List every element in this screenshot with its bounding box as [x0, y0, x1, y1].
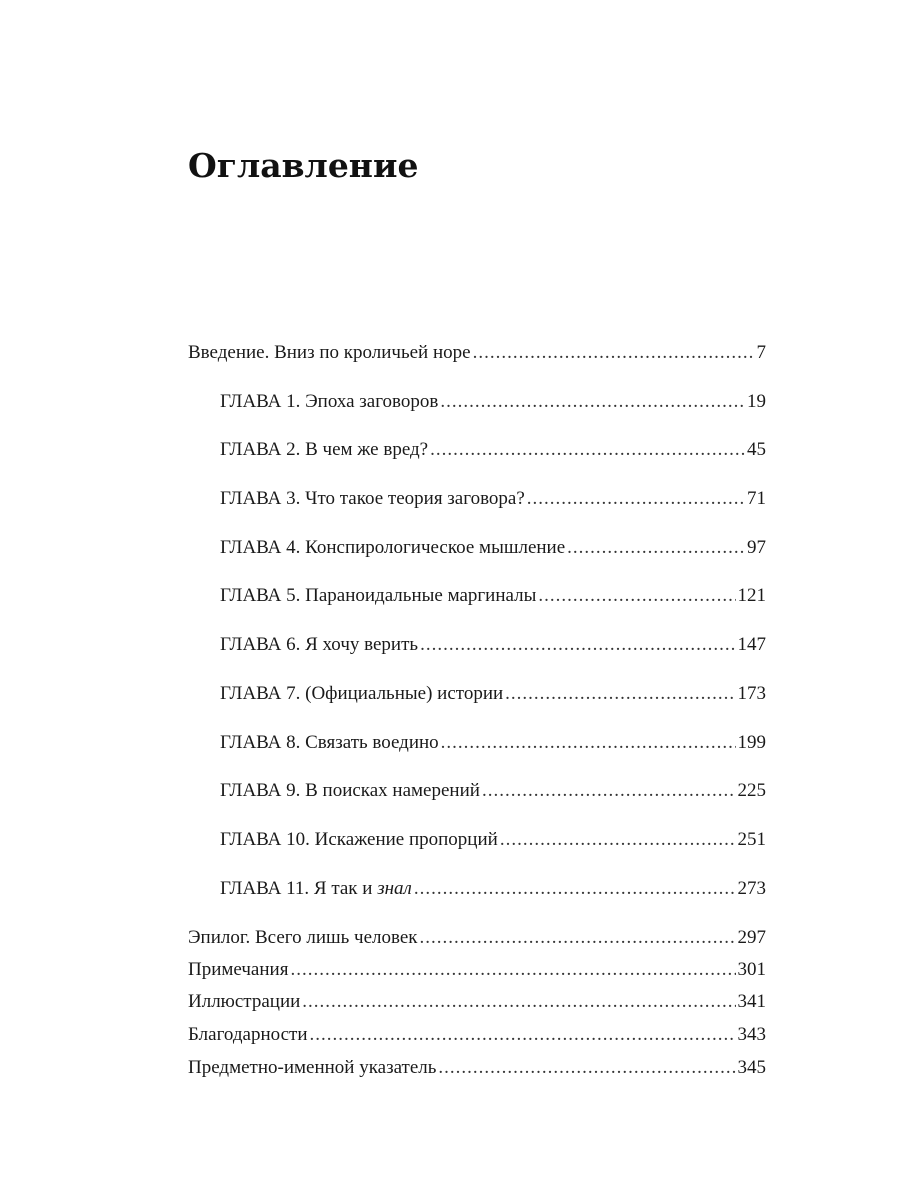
- toc-entry-chapter-2[interactable]: [220, 436, 766, 464]
- toc-entry-label: ГЛАВА 1. Эпоха заговоров: [220, 391, 439, 412]
- toc-entry-label: ГЛАВА 6. Я хочу верить: [220, 634, 419, 655]
- toc-entry-label: Примечания: [188, 959, 289, 980]
- leader-dots: [440, 388, 745, 416]
- leader-dots: [420, 631, 735, 659]
- toc-entry-label: ГЛАВА 2. В чем же вред?: [220, 439, 429, 460]
- toc-page-number: 343: [737, 1024, 766, 1045]
- toc-entry-introduction[interactable]: [188, 339, 766, 367]
- toc-entry-chapter-10[interactable]: [220, 826, 766, 854]
- toc-entry-label: ГЛАВА 8. Связать воедино: [220, 732, 439, 753]
- leader-dots: [438, 1054, 735, 1082]
- toc-entry-chapter-1[interactable]: [220, 388, 766, 416]
- leader-dots: [527, 485, 745, 513]
- toc-entry-label-plain: ГЛАВА 11. Я так и: [220, 878, 378, 899]
- toc-page-number: 19: [747, 391, 766, 412]
- toc-entry-label-italic: знал: [377, 878, 412, 899]
- toc-page-number: 273: [737, 878, 766, 899]
- toc-page-number: 173: [737, 683, 766, 704]
- page-title: Оглавление: [188, 146, 419, 185]
- leader-dots: [567, 534, 745, 562]
- toc-entry-label: Введение. Вниз по кроличьей норе: [188, 342, 471, 363]
- toc-page-number: 301: [737, 959, 766, 980]
- toc-entry-chapter-8[interactable]: [220, 729, 766, 757]
- leader-dots: [420, 924, 736, 952]
- leader-dots: [414, 875, 736, 903]
- leader-dots: [505, 680, 735, 708]
- leader-dots: [500, 826, 736, 854]
- leader-dots: [473, 339, 755, 367]
- leader-dots: [430, 436, 745, 464]
- toc-entry-label: ГЛАВА 9. В поисках намерений: [220, 780, 480, 801]
- toc-page-number: 147: [737, 634, 766, 655]
- toc-page-number: 251: [737, 829, 766, 850]
- toc-entry-chapter-6[interactable]: [220, 631, 766, 659]
- toc-entry-notes[interactable]: [188, 956, 766, 984]
- toc-entry-chapter-7[interactable]: [220, 680, 766, 708]
- toc-entry-label: Эпилог. Всего лишь человек: [188, 927, 418, 948]
- toc-page-number: 199: [737, 732, 766, 753]
- toc-entry-chapter-11[interactable]: [220, 875, 766, 903]
- toc-entry-label: ГЛАВА 7. (Официальные) истории: [220, 683, 504, 704]
- leader-dots: [310, 1021, 736, 1049]
- leader-dots: [538, 582, 735, 610]
- toc-page-number: 97: [747, 537, 766, 558]
- toc-page-number: 121: [737, 585, 766, 606]
- toc-page-number: 345: [737, 1057, 766, 1078]
- toc-page-number: 71: [747, 488, 766, 509]
- toc-entry-chapter-9[interactable]: [220, 777, 766, 805]
- toc-entry-chapter-4[interactable]: [220, 534, 766, 562]
- leader-dots: [290, 956, 735, 984]
- leader-dots: [482, 777, 736, 805]
- toc-page-number: 341: [737, 991, 766, 1012]
- toc-page-number: 7: [756, 342, 766, 363]
- toc-entry-illustrations[interactable]: [188, 988, 766, 1016]
- toc-entry-epilogue[interactable]: [188, 924, 766, 952]
- leader-dots: [302, 988, 735, 1016]
- toc-entry-label: Предметно-именной указатель: [188, 1057, 437, 1078]
- toc-entry-index[interactable]: [188, 1054, 766, 1082]
- toc-entry-chapter-3[interactable]: [220, 485, 766, 513]
- toc-entry-chapter-5[interactable]: [220, 582, 766, 610]
- toc-page-number: 225: [737, 780, 766, 801]
- toc-entry-label: Благодарности: [188, 1024, 308, 1045]
- toc-entry-label: ГЛАВА 3. Что такое теория заговора?: [220, 488, 525, 509]
- toc-page-number: 297: [737, 927, 766, 948]
- toc-entry-label: Иллюстрации: [188, 991, 301, 1012]
- toc-page-number: 45: [747, 439, 766, 460]
- toc-entry-label: ГЛАВА 4. Конспирологическое мышление: [220, 537, 566, 558]
- leader-dots: [441, 729, 736, 757]
- toc-entry-label: [220, 875, 412, 903]
- toc-entry-acknowledgements[interactable]: [188, 1021, 766, 1049]
- toc-entry-label: ГЛАВА 5. Параноидальные маргиналы: [220, 585, 537, 606]
- toc-entry-label: ГЛАВА 10. Искажение пропорций: [220, 829, 498, 850]
